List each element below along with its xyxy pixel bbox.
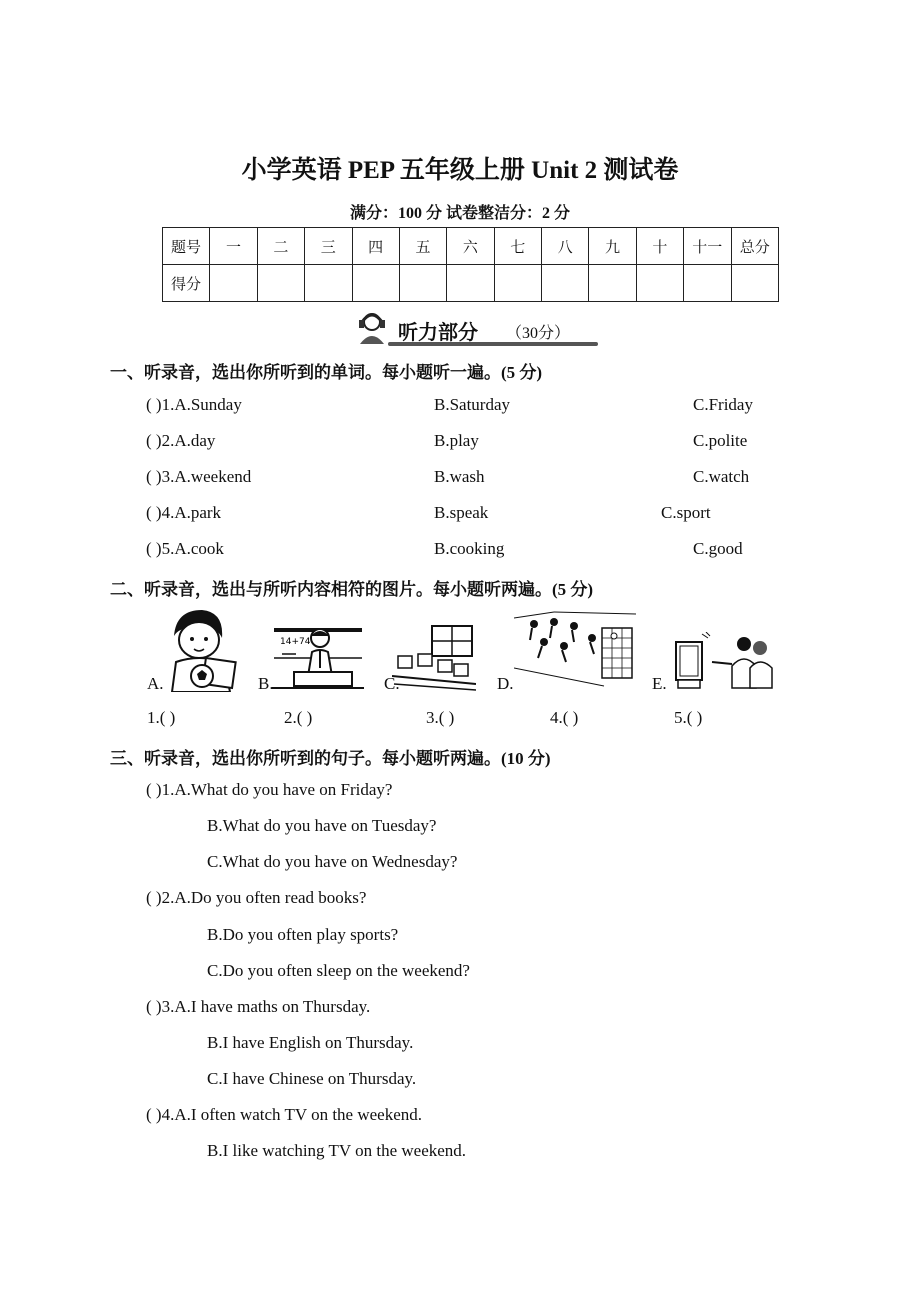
- score-cell[interactable]: [589, 265, 636, 302]
- picture-e[interactable]: [672, 632, 776, 692]
- col-header: 九: [589, 228, 636, 265]
- s2-answer-3[interactable]: 3.( ): [426, 708, 455, 727]
- s1-q1-b: B.Saturday: [434, 395, 511, 414]
- s1-q2-b: B.play: [434, 431, 479, 450]
- banner-title: 听力部分: [398, 320, 478, 344]
- col-header: 二: [257, 228, 304, 265]
- picture-label-e: E.: [652, 674, 667, 693]
- s2-answer-4[interactable]: 4.( ): [550, 708, 579, 727]
- s3-q4: ( )4.A.I often watch TV on the weekend.: [146, 1105, 423, 1124]
- score-cell[interactable]: [731, 265, 779, 302]
- s3-q1: ( )1.A.What do you have on Friday?: [146, 780, 393, 799]
- picture-label-c: C.: [384, 674, 400, 693]
- page-title: 小学英语 PEP 五年级上册 Unit 2 测试卷: [241, 157, 679, 184]
- banner-points: （30分）: [506, 325, 571, 342]
- s3-q3-c: C.I have Chinese on Thursday.: [207, 1069, 417, 1088]
- s3-q2-b: B.Do you often play sports?: [207, 925, 399, 944]
- col-header: 一: [210, 228, 257, 265]
- s3-q1-b: B.What do you have on Tuesday?: [207, 816, 437, 835]
- picture-label-d: D.: [497, 674, 514, 693]
- score-table-score-row: [163, 265, 779, 302]
- section2-heading: 二、听录音，选出与所听内容相符的图片。每小题听两遍。(5 分): [110, 580, 594, 599]
- s1-q3: ( )3.A.weekend: [146, 467, 252, 486]
- score-cell[interactable]: [352, 265, 399, 302]
- s3-q4-b: B.I like watching TV on the weekend.: [207, 1141, 467, 1160]
- s2-answer-5[interactable]: 5.( ): [674, 708, 703, 727]
- soccer-game-image: [514, 608, 638, 688]
- s3-q3-b: B.I have English on Thursday.: [207, 1033, 414, 1052]
- section1-heading: 一、听录音，选出你所听到的单词。每小题听一遍。(5 分): [110, 363, 543, 382]
- row-label-score: 得分: [163, 265, 210, 302]
- score-cell[interactable]: [210, 265, 257, 302]
- s1-q4-c: C.sport: [661, 503, 711, 522]
- picture-b[interactable]: [272, 606, 364, 692]
- s3-q2-c: C.Do you often sleep on the weekend?: [207, 961, 470, 980]
- s1-q4-b: B.speak: [434, 503, 489, 522]
- picture-d[interactable]: [514, 608, 638, 688]
- s1-q5: ( )5.A.cook: [146, 539, 224, 558]
- score-cell[interactable]: [257, 265, 304, 302]
- col-header: 总分: [731, 228, 779, 265]
- blackboard-text: 14+74: [280, 637, 311, 647]
- s2-answer-1[interactable]: 1.( ): [147, 708, 176, 727]
- col-header: 七: [494, 228, 541, 265]
- score-cell[interactable]: [305, 265, 352, 302]
- col-header: 八: [542, 228, 589, 265]
- score-cell[interactable]: [636, 265, 683, 302]
- score-cell[interactable]: [399, 265, 446, 302]
- s3-q2: ( )2.A.Do you often read books?: [146, 888, 367, 907]
- score-cell[interactable]: [447, 265, 494, 302]
- s1-q1: ( )1.A.Sunday: [146, 395, 242, 414]
- col-header: 四: [352, 228, 399, 265]
- s3-q1-c: C.What do you have on Wednesday?: [207, 852, 458, 871]
- col-header: 六: [447, 228, 494, 265]
- score-table: [162, 227, 779, 302]
- s1-q2: ( )2.A.day: [146, 431, 216, 450]
- col-header: 三: [305, 228, 352, 265]
- computer-room-image: [392, 606, 476, 692]
- s2-answer-2[interactable]: 2.( ): [284, 708, 313, 727]
- picture-a[interactable]: [162, 606, 237, 692]
- watching-tv-image: [672, 632, 776, 692]
- headphone-figure-icon: [352, 308, 392, 348]
- col-header: 十: [636, 228, 683, 265]
- listening-banner: [348, 308, 598, 348]
- s1-q1-c: C.Friday: [693, 395, 753, 414]
- row-label-question: 题号: [163, 228, 210, 265]
- s1-q4: ( )4.A.park: [146, 503, 222, 522]
- picture-label-b: B.: [258, 674, 274, 693]
- col-header: 五: [399, 228, 446, 265]
- s1-q3-b: B.wash: [434, 467, 485, 486]
- boy-reading-image: [162, 606, 237, 692]
- section3-heading: 三、听录音，选出你所听到的句子。每小题听两遍。(10 分): [110, 749, 551, 768]
- score-cell[interactable]: [542, 265, 589, 302]
- picture-c[interactable]: [392, 606, 476, 692]
- picture-label-a: A.: [147, 674, 164, 693]
- score-cell[interactable]: [494, 265, 541, 302]
- s1-q3-c: C.watch: [693, 467, 750, 486]
- score-cell[interactable]: [684, 265, 731, 302]
- s1-q2-c: C.polite: [693, 431, 748, 450]
- s1-q5-b: B.cooking: [434, 539, 505, 558]
- teacher-blackboard-image: [272, 606, 364, 692]
- col-header: 十一: [684, 228, 731, 265]
- s3-q3: ( )3.A.I have maths on Thursday.: [146, 997, 371, 1016]
- score-info: 满分：100 分 试卷整洁分：2 分: [349, 205, 570, 222]
- score-table-header-row: [163, 228, 779, 265]
- s1-q5-c: C.good: [693, 539, 743, 558]
